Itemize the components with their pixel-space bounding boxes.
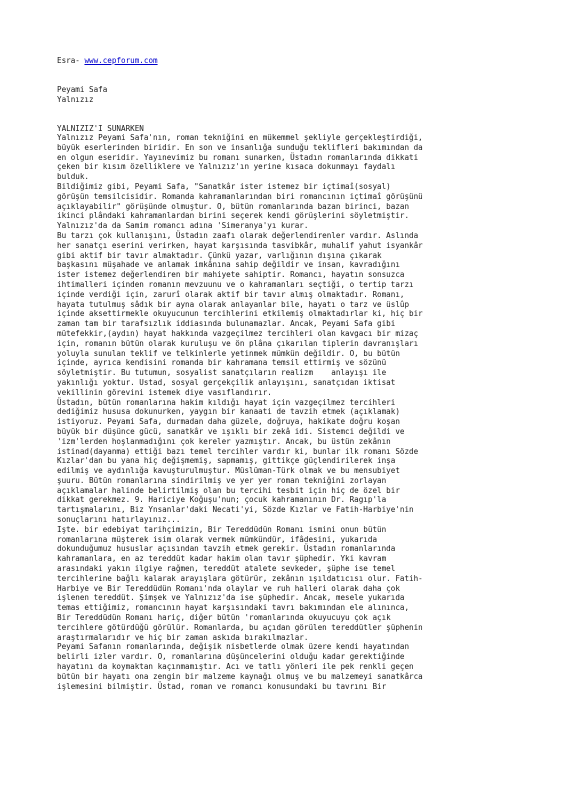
body-line: dediğimiz hususa dokunurken, yaygın bir kanaati de tavzih etmek (açıklamak) <box>57 407 400 417</box>
source-line <box>57 56 158 66</box>
book-title: Yalnızız <box>57 94 94 104</box>
document-meta <box>57 85 107 105</box>
source-prefix: Esra- <box>57 56 85 65</box>
body-line: büyük bir düşünce gücü, sanatkâr ve ışıklı bir zekâ idi. Sistemci değildi ve <box>57 426 405 436</box>
body-line: istiyoruz. Peyami Safa, durmadan daha güzele, doğruya, hakikate doğru koşan <box>57 417 400 427</box>
body-line: tercihlerine bağlı kalarak arayışlara götürür, zekânın ışıldatıcısı olur. Fatih- <box>57 573 423 583</box>
body-line: açıklamalar halinde belirtilmiş olan bu tercihi tesbit için hiç de özel bir <box>57 485 400 495</box>
body-line: bütün bir hayatı ona zengin bir malzeme kaynağı olmuş ve bu malzemeyi sanatkârca <box>57 671 423 681</box>
body-line: ikinci plândaki kahramanlardan birini seçerek kendi görüşlerini söyletmiştir. <box>57 211 410 221</box>
body-line: içinde aksettirmekle okuyucunun tercihlerini etkilemiş olmaktadırlar ki, hiç bir <box>57 309 423 319</box>
body-line: tartışmalarını, Biz Ynsanlar'daki Necati'yi, Sözde Kızlar ve Fatih-Harbiye'nin <box>57 505 414 515</box>
body-line: şuuru. Bütün romanlarına sindirilmiş ve yer yer roman tekniğini zorlayan <box>57 475 387 485</box>
body-line: ihtimalleri içinden romanın mevzuunu ve o kahramanları seçtiği, o tertip tarzı <box>57 279 414 289</box>
body-line: mütefekkir,(aydın) hayat hakkında vazgeçilmez tercihleri olan kavgacı bir mizaç <box>57 328 419 338</box>
body-line: hayata tutulmuş sâdık bir ayna olarak anlayanlar bile, hayatı o tarz ve üslûp <box>57 299 410 309</box>
body-line: yoluyla sunulan teklif ve telkinlerle yetinmek mümkün değildir. O, bu bütün <box>57 348 400 358</box>
body-line: hayatını da koymaktan kaçınmamıştır. Acı ve tatlı yönleri ile pek renkli geçen <box>57 662 414 672</box>
body-line: çeken bir kısım özelliklere ve Yalnızız'ın yerine kısaca dokunmayı faydalı <box>57 162 396 172</box>
body-line: her sanatçı eserini verirken, hayat karşısında tasvibkâr, muhalif yahut isyankâr <box>57 240 423 250</box>
body-line: araştırmalarıdır ve hiç bir zaman askıda bırakılmazlar. <box>57 632 309 642</box>
source-link[interactable]: www.cepforum.com <box>84 56 158 65</box>
body-line: içinde verdiği için, zarurî olarak aktif bir tavır almış olmaktadır. Romanı, <box>57 289 405 299</box>
body-line: Bir Tereddüdün Romanı hariç, diğer bütün 'romanlarında okuyucuyu çok açık <box>57 613 391 623</box>
body-line: istinad(dayanma) ettiği bazı temel tercihler vardır ki, bunlar ilk romanı Sözde <box>57 446 419 456</box>
body-line: Yalnızız Peyami Safa'nın, roman tekniğini en mükemmel şekliyle gerçekleştirdiği, <box>57 133 423 142</box>
body-line: vekillinin görevini istemek diye vasıflandırır. <box>57 387 272 397</box>
body-line: Işte. bir edebiyat tarihçimizin, Bir Tereddüdün Romanı ismini onun bütün <box>57 524 387 534</box>
body-line: Bildiğimiz gibi, Peyami Safa, "Sanatkâr ister istemez bir içtimaî(sosyal) <box>57 181 391 191</box>
section-title: YALNIZIZ'I SUNARKEN <box>57 124 144 133</box>
body-line: Bu tarzı çok kullanışını, Üstadın zaafı olarak değerlendirenler vardır. Aslında <box>57 230 419 240</box>
body-line: gibi aktif bir tavır almaktadır. Çünkü yazar, varlığının dışına çıkarak <box>57 250 382 260</box>
body-line: başkasını müşahade ve anlamak imkânına sahip değildir ve insan, kavradığını <box>57 260 400 270</box>
body-line: 'izm'lerden hoşlanmadığını çok kereler yazmıştır. Ancak, bu üstün zekânın <box>57 436 391 446</box>
body-line: romanlarına müşterek isim olarak vermek mümkündür, ifâdesini, yukarıda <box>57 534 378 544</box>
body-line: büyük eserlerinden biridir. En son ve insanlığa sunduğu teklifleri bakımından da <box>57 142 423 152</box>
body-line: Harbiye ve Bir Tereddüdün Romanı'nda olaylar ve ruh halleri olarak daha çok <box>57 583 400 593</box>
body-line: söyletmiştir. Bu tutumun, sosyalist sanatçıların realizm anlayışı ile <box>57 368 387 378</box>
body-line: dikkat gerekmez. 9. Hariciye Koğuşu'nun; çocuk kahramanının Dr. Ragıp'la <box>57 495 387 505</box>
body-line: kahramanlara, en az tereddüt kadar hakim olan tavır şüphedir. Yki kavram <box>57 554 387 564</box>
body-line: görüşün temsilcisidir. Romanda kahramanlarından biri romancının içtimaî görüşünü <box>57 191 423 201</box>
body-line: zaman tam bir tarafsızlık iddiasında bulunamazlar. Ancak, Peyami Safa gibi <box>57 319 396 329</box>
body-line: sonuçlarını hatırlayınız... <box>57 515 181 525</box>
body-line: açıklayabilir" görüşünde olmuştur. O, bütün romanlarında bazan birinci, bazan <box>57 201 410 211</box>
body-text <box>57 133 525 691</box>
author-name: Peyami Safa <box>57 85 108 94</box>
body-line: temas ettiğimiz, romancının hayat karşısındaki tavrı bakımından ele alınınca, <box>57 603 410 613</box>
body-line: Yalnızız'da da Samim romancı adına 'Simeranya'yı kurar. <box>57 221 309 231</box>
body-line: Peyami Safanın romanlarında, değişik nisbetlerde olmak üzere kendi hayatından <box>57 642 410 652</box>
body-line: dokunduğumuz hususlar açısından tavzih etmek gerekir. Üstadın romanlarında <box>57 544 396 554</box>
body-line: için, romanın bütün olarak kuruluşu ve ön plâna çıkarılan tiplerin davranışları <box>57 338 419 348</box>
body-line: içinde, ayrıca kendisini romanda bir kahramana temsil ettirmiş ve sözünü <box>57 358 387 368</box>
body-line: edilmiş ve aydınlığa kavuşturulmuştur. Müslüman-Türk olmak ve bu mensubiyet <box>57 466 400 476</box>
body-line: işlenen tereddüt. Şimşek ve Yalnızız'da ise şüphedir. Ancak, mesele yukarıda <box>57 593 405 603</box>
body-line: arasındaki yakın ilgiye rağmen, tereddüt atalete sevkeder, şüphe ise temel <box>57 564 396 574</box>
body-line: ister istemez değerlendiren bir mahiyete sahiptir. Romancı, hayatın sonsuzca <box>57 270 405 280</box>
body-line: bulduk. <box>57 172 90 182</box>
body-line: en olgun eseridir. Yayınevimiz bu romanı sunarken, Üstadın romanlarında dikkati <box>57 152 419 162</box>
body-line: yakınlığı yoktur. Ustad, sosyal gerçekçilik anlayışını, sanatçıdan iktisat <box>57 377 396 387</box>
body-line: Üstadın, bütün romanlarına hakim kıldığı hayat için vazgeçilmez tercihleri <box>57 397 396 407</box>
body-line: işlemesini bilmiştir. Üstad, roman ve romancı konusundaki bu tavrını Bir <box>57 681 387 691</box>
body-line: belirli izler vardır. O, romanlarına düşüncelerini olduğu kadar gerektiğinde <box>57 652 405 662</box>
body-line: tercihlere götürdüğü görülür. Romanlarda, bu açıdan görülen tereddütler şüphenin <box>57 622 423 632</box>
body-line: Kızlar'dan bu yana hiç değişmemiş, sapmamış, gittikçe güçlendirilerek inşa <box>57 456 396 466</box>
